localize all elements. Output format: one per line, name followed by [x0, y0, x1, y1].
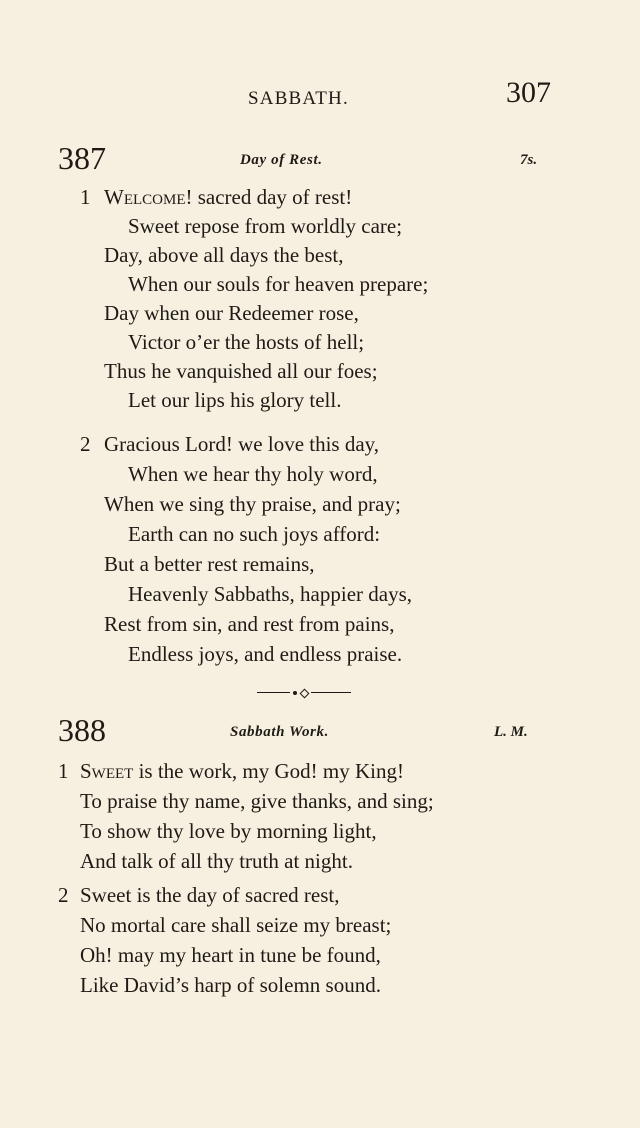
stanza-line: To show thy love by morning light, [80, 819, 377, 843]
verse-number: 2 [58, 883, 69, 907]
stanza-line: Welcome! sacred day of rest! [104, 185, 353, 209]
hymn-heading [0, 712, 640, 752]
hymn-meter: L. M. [494, 724, 528, 740]
first-word: Sweet [80, 759, 134, 783]
stanza-line: Oh! may my heart in tune be found, [80, 943, 381, 967]
stanza-line: Earth can no such joys afford: [128, 522, 381, 546]
stanza-line: But a better rest remains, [104, 552, 315, 576]
stanza-line: To praise thy name, give thanks, and sing; [80, 789, 434, 813]
stanza-line: When we sing thy praise, and pray; [104, 492, 401, 516]
stanza-line: Endless joys, and endless praise. [128, 642, 403, 666]
stanza-line: Day when our Redeemer rose, [104, 301, 359, 325]
stanza-line: Rest from sin, and rest from pains, [104, 612, 395, 636]
verse-number: 1 [80, 185, 91, 209]
hymn-number: 387 [58, 140, 106, 176]
stanza-line: Day, above all days the best, [104, 243, 344, 267]
stanza-line: Sweet is the day of sacred rest, [80, 883, 340, 907]
stanza-line: When our souls for heaven prepare; [128, 272, 429, 296]
verse-number: 1 [58, 759, 69, 783]
hymn-title: Sabbath Work. [230, 724, 329, 740]
ornamental-divider [257, 690, 351, 696]
stanza-line: Gracious Lord! we love this day, [104, 432, 380, 456]
hymn-number: 388 [58, 712, 106, 748]
stanza-line: No mortal care shall seize my breast; [80, 913, 392, 937]
stanza-line: Like David’s harp of solemn sound. [80, 973, 381, 997]
verse-number: 2 [80, 432, 91, 456]
stanza-line: Let our lips his glory tell. [128, 388, 342, 412]
hymn-title: Day of Rest. [240, 152, 323, 168]
hymn-meter: 7s. [520, 152, 538, 168]
stanza-line: Sweet is the work, my God! my King! [80, 759, 404, 783]
page-number: 307 [506, 76, 551, 109]
stanza-line: And talk of all thy truth at night. [80, 849, 353, 873]
stanza-line: When we hear thy holy word, [128, 462, 378, 486]
stanza-line: Victor o’er the hosts of hell; [128, 330, 365, 354]
stanza-line: Sweet repose from worldly care; [128, 214, 403, 238]
hymn-heading [0, 140, 640, 180]
stanza-line: Thus he vanquished all our foes; [104, 359, 378, 383]
stanza-line: Heavenly Sabbaths, happier days, [128, 582, 413, 606]
first-word: Welcome [104, 185, 186, 209]
running-header: SABBATH. [248, 88, 349, 109]
